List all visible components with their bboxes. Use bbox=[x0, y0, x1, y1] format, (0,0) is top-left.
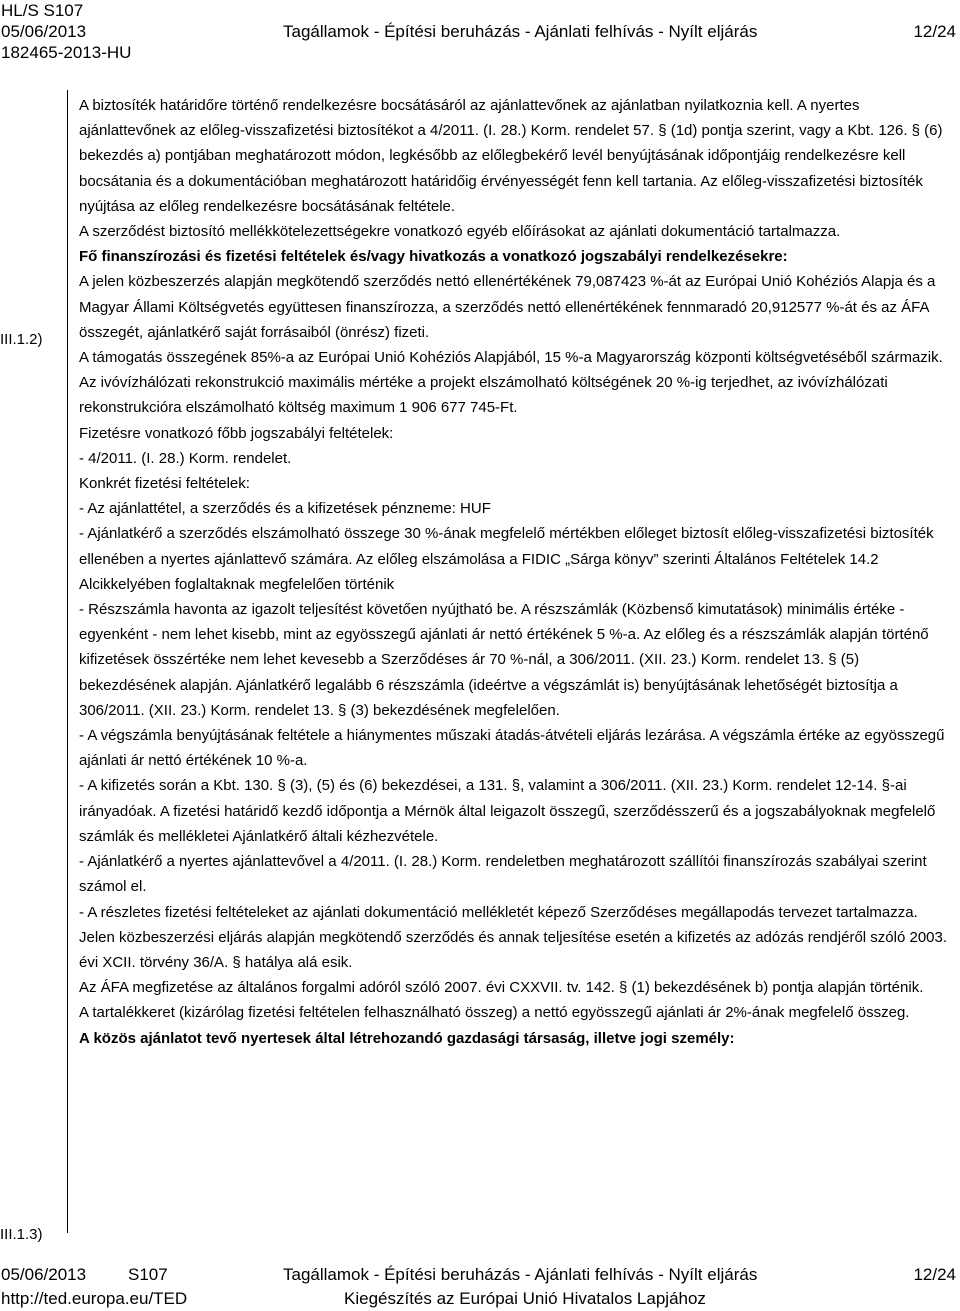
header-page-number: 12/24 bbox=[913, 22, 956, 41]
header-journal-code: HL/S S107 bbox=[1, 1, 84, 20]
footer-page-number: 12/24 bbox=[913, 1265, 956, 1284]
footer-url-link[interactable]: http://ted.europa.eu/TED bbox=[1, 1289, 188, 1308]
footer-source: Kiegészítés az Európai Unió Hivatalos Lapjához bbox=[344, 1289, 706, 1308]
footer-journal-code: S107 bbox=[128, 1265, 168, 1284]
paragraph: - A végszámla benyújtásának feltétele a hiánymentes műszaki átadás-átvételi eljárás lezárása. A végszámla értéke az egyösszegű ajánlati ár nettó értékének 10 %-a. bbox=[79, 727, 945, 770]
page-footer bbox=[0, 1263, 960, 1311]
paragraph: Fizetésre vonatkozó főbb jogszabályi feltételek: bbox=[79, 424, 394, 442]
header-document-id: 182465-2013-HU bbox=[1, 43, 132, 62]
section-heading bbox=[79, 244, 951, 269]
paragraph: - A kifizetés során a Kbt. 130. § (3), (5) és (6) bekezdései, a 131. §, valamint a 306/2011. (XII. 23.) Korm. rendelet 12-14. §-ai irányadóak. A fizetési határidő kezdő időpontja a Mérnök által leigazolt összegű, szerződésszerű és a jogszabályoknak megfelelő számlák és mellékletei Ajánlatkérő általi kézhezvétele. bbox=[79, 777, 936, 845]
footer-date: 05/06/2013 bbox=[1, 1265, 87, 1284]
paragraph: - Ajánlatkérő a szerződés elszámolható összege 30 %-ának megfelelő mértékben előleget biztosít előleg-visszafizetési biztosíték ellenében a nyertes ajánlattevő számára. Az előleg elszámolása a FIDIC „Sárga könyv” szerinti Általános Feltételek 14.2 Alcikkelyében foglaltaknak megfelelően történik bbox=[79, 525, 934, 593]
margin-rule bbox=[67, 90, 68, 1233]
paragraph: - Az ajánlattétel, a szerződés és a kifizetések pénzneme: HUF bbox=[79, 500, 491, 518]
paragraph: - 4/2011. (I. 28.) Korm. rendelet. bbox=[79, 449, 292, 467]
paragraph: - Ajánlatkérő a nyertes ajánlattevővel a 4/2011. (I. 28.) Korm. rendeletben meghatározott szállítói finanszírozás szabályai szerint számol el. bbox=[79, 853, 927, 896]
paragraph: A jelen közbeszerzés alapján megkötendő szerződés nettó ellenértékének 79,087423 %-át az Európai Unió Kohéziós Alapja és a Magyar Állami Költségvetés együttesen finanszírozza, a szerződés nettó ellenértékének fennmaradó 20,912577 %-át és az ÁFA összegét, ajánlatkérő saját forrásaiból (önrész) fizeti. bbox=[79, 273, 936, 341]
section-number-iii-1-2: III.1.2) bbox=[0, 331, 43, 348]
document-body bbox=[79, 93, 951, 1051]
paragraph: A támogatás összegének 85%-a az Európai Unió Kohéziós Alapjából, 15 %-a Magyarország központi költségvetéséből származik. bbox=[79, 349, 943, 367]
section-heading bbox=[79, 1026, 951, 1051]
paragraph: Konkrét fizetési feltételek: bbox=[79, 475, 250, 493]
paragraph: A tartalékkeret (kizárólag fizetési feltételen felhasználható összeg) a nettó egyösszegű ajánlati ár 2%-ának megfelelő összeg. bbox=[79, 1004, 910, 1022]
paragraph: - A részletes fizetési feltételeket az ajánlati dokumentáció mellékletét képező Szerződéses megállapodás tervezet tartalmazza. bbox=[79, 903, 918, 921]
paragraph: - Részszámla havonta az igazolt teljesítést követően nyújtható be. A részszámlák (Közbenső kimutatások) minimális értéke - egyenként - nem lehet kisebb, mint az egyösszegű ajánlati ár nettó értékének 5 %-a. Az előleg és a részszámlák alapján történő kifizetések összértéke nem lehet kevesebb a Szerződéses ár 70 %-nál, a 306/2011. (XII. 23.) Korm. rendelet 13. § (5) bekezdésének alapján. Ajánlatkérő legalább 6 részszámla (ideértve a végszámlát is) benyújtásának lehetőségét biztosítja a 306/2011. (XII. 23.) Korm. rendelet 13. § (3) bekezdésének megfelelően. bbox=[79, 601, 929, 719]
section-heading-text: A közös ajánlatot tevő nyertesek által létrehozandó gazdasági társaság, illetve jogi személy: bbox=[79, 1029, 735, 1047]
section-heading-text: Fő finanszírozási és fizetési feltételek és/vagy hivatkozás a vonatkozó jogszabályi rendelkezésekre: bbox=[79, 248, 788, 266]
header-date: 05/06/2013 bbox=[1, 22, 87, 41]
header-title: Tagállamok - Építési beruházás - Ajánlati felhívás - Nyílt eljárás bbox=[283, 22, 758, 41]
paragraph: Az ÁFA megfizetése az általános forgalmi adóról szóló 2007. évi CXXVII. tv. 142. § (1) bekezdésének b) pontja alapján történik. bbox=[79, 979, 924, 997]
section-number-iii-1-3: III.1.3) bbox=[0, 1226, 43, 1243]
paragraph: A biztosíték határidőre történő rendelkezésre bocsátásáról az ajánlattevőnek az ajánlatban nyilatkoznia kell. A nyertes ajánlattevőnek az előleg-visszafizetési biztosítékot a 4/2011. (I. 28.) Korm. rendelet 57. § (1d) pontja szerint, vagy a Kbt. 126. § (6) bekezdés a) pontjában meghatározott módon, legkésőbb az előlegbekérő levél benyújtásának időpontjáig rendelkezésre kell bocsátania és a dokumentációban meghatározott határidőig érvényességét fenn kell tartania. Az előleg-visszafizetési biztosíték nyújtása az előleg rendelkezésre bocsátásának feltétele. bbox=[79, 97, 943, 215]
paragraph: A szerződést biztosító mellékkötelezettségekre vonatkozó egyéb előírásokat az ajánlati dokumentáció tartalmazza. bbox=[79, 223, 841, 241]
footer-title: Tagállamok - Építési beruházás - Ajánlati felhívás - Nyílt eljárás bbox=[283, 1265, 758, 1284]
paragraph: Az ivóvízhálózati rekonstrukció maximális mértéke a projekt elszámolható költségének 20 %-ig terjedhet, az ivóvízhálózati rekonstrukcióra elszámolható költség maximum 1 906 677 745-Ft. bbox=[79, 374, 888, 417]
page-header bbox=[0, 0, 960, 63]
paragraph: Jelen közbeszerzési eljárás alapján megkötendő szerződés és annak teljesítése esetén a kifizetés az adózás rendjéről szóló 2003. évi XCII. törvény 36/A. § hatálya alá esik. bbox=[79, 928, 948, 971]
